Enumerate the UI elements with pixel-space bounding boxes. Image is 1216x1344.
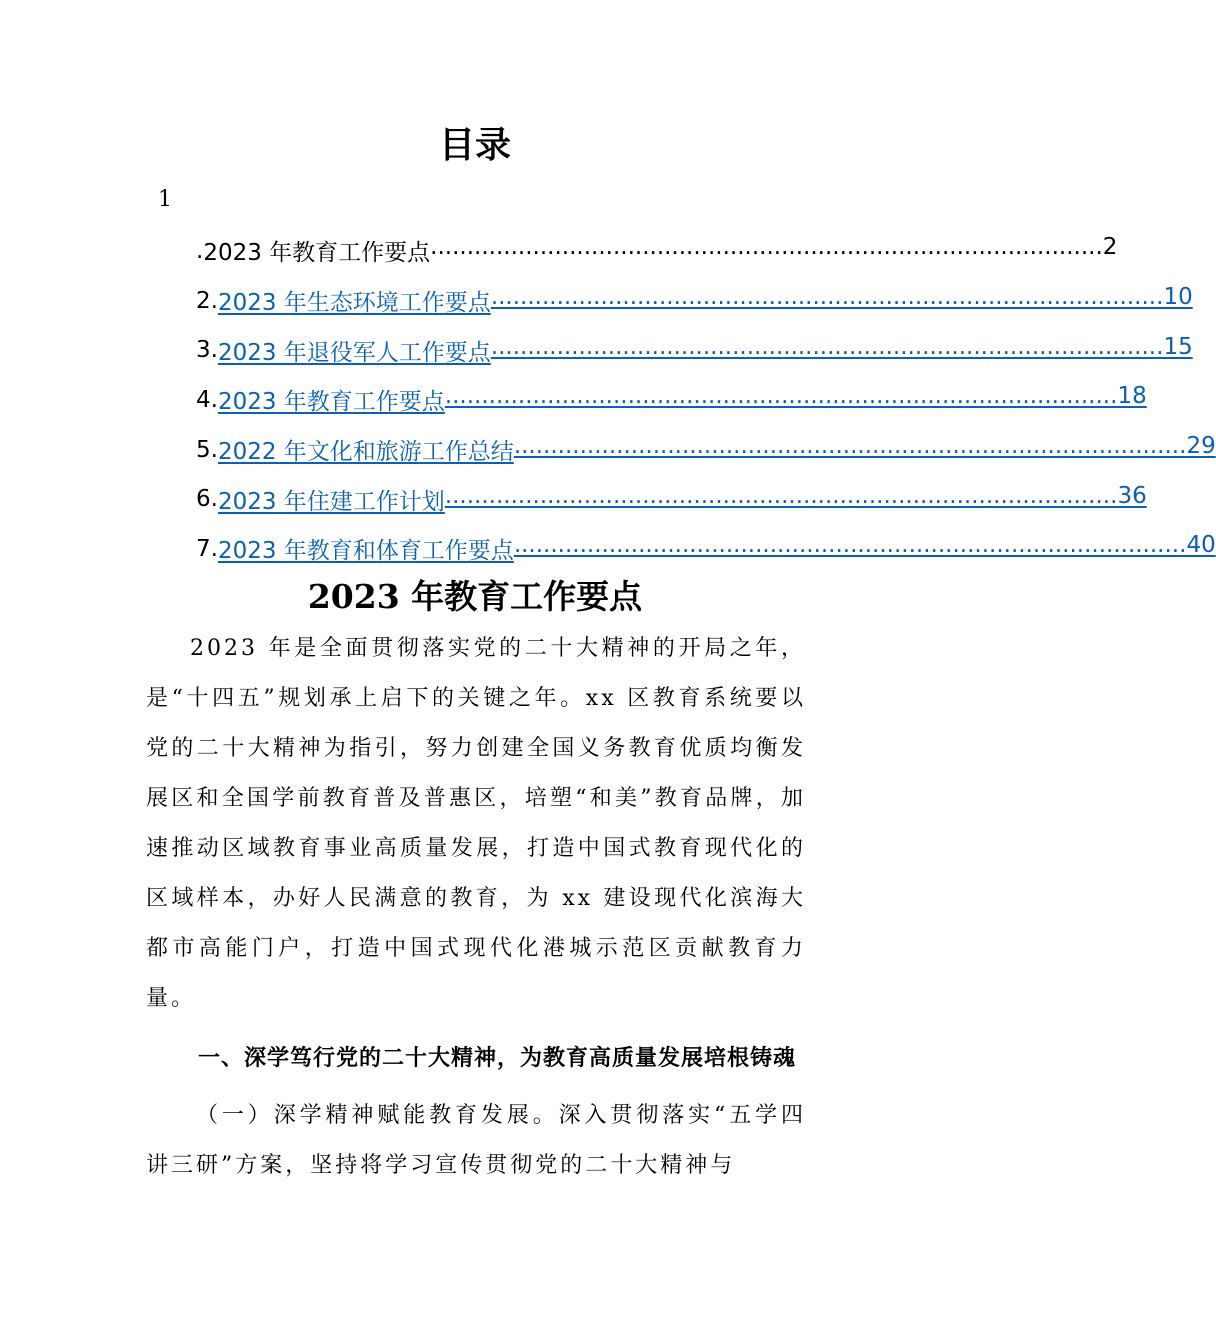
toc-entry-link[interactable] [203, 234, 1118, 267]
toc-entry-link[interactable] [217, 482, 1147, 516]
toc-entry-number: 3. [196, 337, 218, 364]
toc-entry-title: 2023 年教育工作要点 [217, 389, 445, 416]
toc-entry-page: 15 [1163, 333, 1193, 360]
toc-entry-7[interactable] [196, 524, 1216, 574]
toc-leader-dots: ............................................................................................ [490, 333, 1164, 360]
toc-leader-dots: ............................................................................................ [430, 234, 1103, 261]
toc-entry-number: 4. [196, 386, 218, 413]
section-paragraph: （一）深学精神赋能教育发展。深入贯彻落实“五学四讲三研”方案，坚持将学习宣传贯彻党的二十大精神与 [146, 1103, 806, 1178]
toc-entry-2[interactable] [196, 276, 1193, 326]
toc-entry-number: . [196, 237, 204, 264]
toc-entry-4[interactable] [196, 375, 1147, 425]
intro-paragraph: 2023 年是全面贯彻落实党的二十大精神的开局之年，是“十四五”规划承上启下的关键之年。xx 区教育系统要以党的二十大精神为指引，努力创建全国义务教育优质均衡发展区和全国学前教育普及普惠区，培塑“和美”教育品牌，加速推动区域教育事业高质量发展，打造中国式教育现代化的区域样本，办好人民满意的教育，为 xx 建设现代化滨海大都市高能门户，打造中国式现代化港城示范区贡献教育力量。 [146, 636, 806, 1011]
table-of-contents [196, 226, 1216, 574]
toc-entry-title: 2023 年生态环境工作要点 [217, 290, 491, 317]
toc-entry-title: 2023 年退役军人工作要点 [217, 339, 491, 366]
toc-entry-number: 5. [196, 436, 218, 463]
toc-entry-title: 2022 年文化和旅游工作总结 [217, 439, 514, 466]
toc-entry-link[interactable] [217, 333, 1193, 367]
toc-entry-title: 2023 年教育工作要点 [203, 240, 431, 267]
toc-leader-dots: ............................................................................................ [490, 284, 1164, 311]
toc-entry-page: 2 [1102, 234, 1118, 261]
toc-leader-dots: ............................................................................................ [513, 433, 1187, 460]
section-heading: 一、深学笃行党的二十大精神，为教育高质量发展培根铸魂 [198, 1046, 797, 1071]
toc-leader-dots: ............................................................................................ [444, 383, 1118, 410]
document-title: 2023 年教育工作要点 [307, 577, 643, 616]
toc-entry-number: 2. [196, 287, 218, 314]
toc-entry-number: 6. [196, 486, 218, 513]
toc-entry-page: 18 [1117, 383, 1147, 410]
toc-entry-link[interactable] [217, 383, 1147, 416]
toc-entry-number: 7. [196, 535, 218, 562]
toc-entry-link[interactable] [217, 433, 1216, 466]
document-body [146, 624, 806, 1191]
toc-leader-dots: ............................................................................................ [444, 482, 1118, 509]
toc-entry-page: 40 [1186, 532, 1216, 559]
toc-entry-5[interactable] [196, 425, 1216, 475]
toc-entry-3[interactable] [196, 325, 1193, 375]
toc-entry-1[interactable] [196, 226, 1118, 276]
toc-entry-title: 2023 年教育和体育工作要点 [217, 538, 514, 565]
toc-entry-title: 2023 年住建工作计划 [217, 488, 445, 515]
toc-leader-dots: ............................................................................................ [513, 532, 1187, 559]
toc-title: 目录 [438, 125, 511, 166]
page-number: 1 [158, 187, 172, 212]
toc-entry-link[interactable] [217, 532, 1216, 565]
toc-entry-link[interactable] [217, 284, 1193, 317]
toc-entry-page: 36 [1117, 482, 1147, 509]
toc-entry-page: 29 [1186, 433, 1216, 460]
toc-entry-6[interactable] [196, 474, 1147, 524]
toc-entry-page: 10 [1163, 284, 1193, 311]
